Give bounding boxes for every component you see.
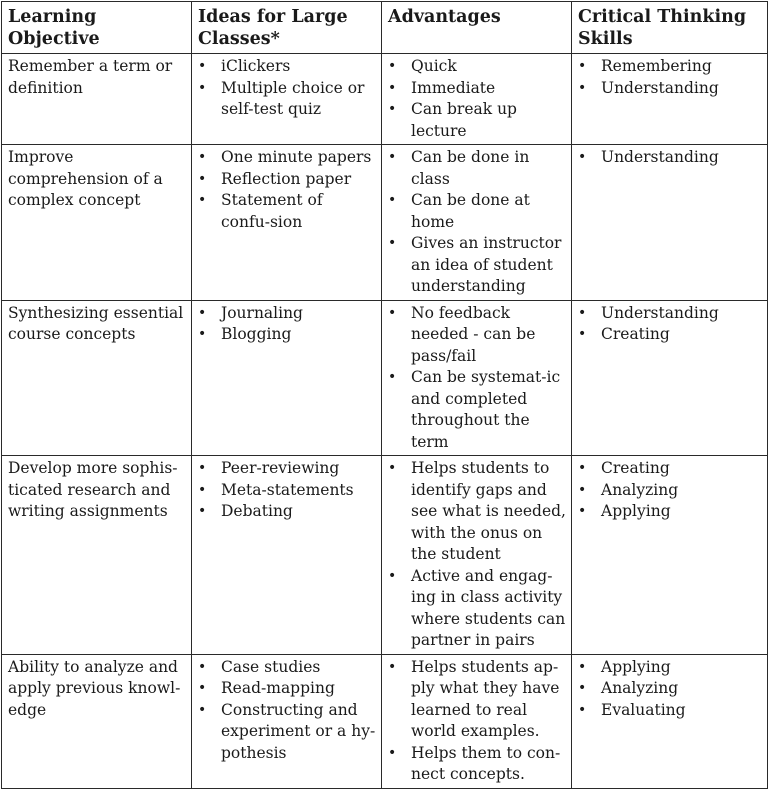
- list-item: • Case studies: [198, 657, 376, 679]
- skills-list: [578, 56, 762, 99]
- objective-cell: Develop more sophis-ticated research and writing assignments: [2, 456, 192, 655]
- list-item: • Remembering: [578, 56, 762, 78]
- learning-objectives-table: [1, 1, 768, 789]
- list-item: • Understanding: [578, 303, 762, 325]
- list-item: • Meta-statements: [198, 480, 376, 502]
- skills-list: [578, 147, 762, 169]
- skills-list: [578, 657, 762, 722]
- objective-cell: Improve comprehension of a complex concept: [2, 145, 192, 301]
- objective-cell: Ability to analyze and apply previous knowl-edge: [2, 654, 192, 788]
- list-item: • Can be systemat-ic and completed throughout the term: [388, 367, 566, 453]
- list-item: • Can be done at home: [388, 190, 566, 233]
- skills-cell: [572, 300, 768, 456]
- list-item: • Can be done in class: [388, 147, 566, 190]
- list-item: • Applying: [578, 501, 762, 523]
- list-item: • Immediate: [388, 78, 566, 100]
- list-item: • Peer-reviewing: [198, 458, 376, 480]
- skills-list: [578, 458, 762, 523]
- ideas-cell: [192, 54, 382, 145]
- skills-cell: [572, 456, 768, 655]
- list-item: • Active and engag-ing in class activity where students can partner in pairs: [388, 566, 566, 652]
- list-item: • Statement of confu-sion: [198, 190, 376, 233]
- list-item: • Helps students ap-ply what they have learned to real world examples.: [388, 657, 566, 743]
- list-item: • Reflection paper: [198, 169, 376, 191]
- ideas-list: [198, 458, 376, 523]
- list-item: • Helps students to identify gaps and see what is needed, with the onus on the student: [388, 458, 566, 566]
- list-item: • Blogging: [198, 324, 376, 346]
- list-item: • Creating: [578, 324, 762, 346]
- list-item: • Understanding: [578, 147, 762, 169]
- list-item: • Gives an instructor an idea of student understanding: [388, 233, 566, 298]
- list-item: • Evaluating: [578, 700, 762, 722]
- list-item: • One minute papers: [198, 147, 376, 169]
- header-row: [2, 2, 768, 54]
- list-item: • Helps them to con-nect concepts.: [388, 743, 566, 786]
- list-item: • Creating: [578, 458, 762, 480]
- list-item: • Quick: [388, 56, 566, 78]
- table-row: [2, 54, 768, 145]
- ideas-cell: [192, 456, 382, 655]
- advantages-list: [388, 657, 566, 786]
- list-item: • Can break up lecture: [388, 99, 566, 142]
- advantages-cell: [382, 54, 572, 145]
- header-ideas: Ideas for Large Classes*: [192, 2, 382, 54]
- ideas-list: [198, 56, 376, 121]
- advantages-cell: [382, 145, 572, 301]
- list-item: • Debating: [198, 501, 376, 523]
- skills-list: [578, 303, 762, 346]
- table-row: [2, 456, 768, 655]
- list-item: • Analyzing: [578, 480, 762, 502]
- ideas-cell: [192, 654, 382, 788]
- ideas-list: [198, 303, 376, 346]
- advantages-list: [388, 458, 566, 652]
- advantages-cell: [382, 654, 572, 788]
- skills-cell: [572, 654, 768, 788]
- ideas-cell: [192, 145, 382, 301]
- skills-cell: [572, 145, 768, 301]
- list-item: • Analyzing: [578, 678, 762, 700]
- skills-cell: [572, 54, 768, 145]
- list-item: • iClickers: [198, 56, 376, 78]
- ideas-list: [198, 657, 376, 765]
- list-item: • Constructing and experiment or a hy-pothesis: [198, 700, 376, 765]
- table-row: [2, 300, 768, 456]
- header-critical-thinking-skills: Critical Thinking Skills: [572, 2, 768, 54]
- advantages-list: [388, 303, 566, 454]
- list-item: • Multiple choice or self-test quiz: [198, 78, 376, 121]
- header-advantages: Advantages: [382, 2, 572, 54]
- header-learning-objective: Learning Objective: [2, 2, 192, 54]
- ideas-list: [198, 147, 376, 233]
- advantages-list: [388, 147, 566, 298]
- list-item: • Read-mapping: [198, 678, 376, 700]
- list-item: • No feedback needed - can be pass/fail: [388, 303, 566, 368]
- objective-cell: Synthesizing essential course concepts: [2, 300, 192, 456]
- list-item: • Understanding: [578, 78, 762, 100]
- advantages-cell: [382, 300, 572, 456]
- objective-cell: Remember a term or definition: [2, 54, 192, 145]
- table-row: [2, 145, 768, 301]
- list-item: • Journaling: [198, 303, 376, 325]
- ideas-cell: [192, 300, 382, 456]
- advantages-cell: [382, 456, 572, 655]
- list-item: • Applying: [578, 657, 762, 679]
- table-row: [2, 654, 768, 788]
- advantages-list: [388, 56, 566, 142]
